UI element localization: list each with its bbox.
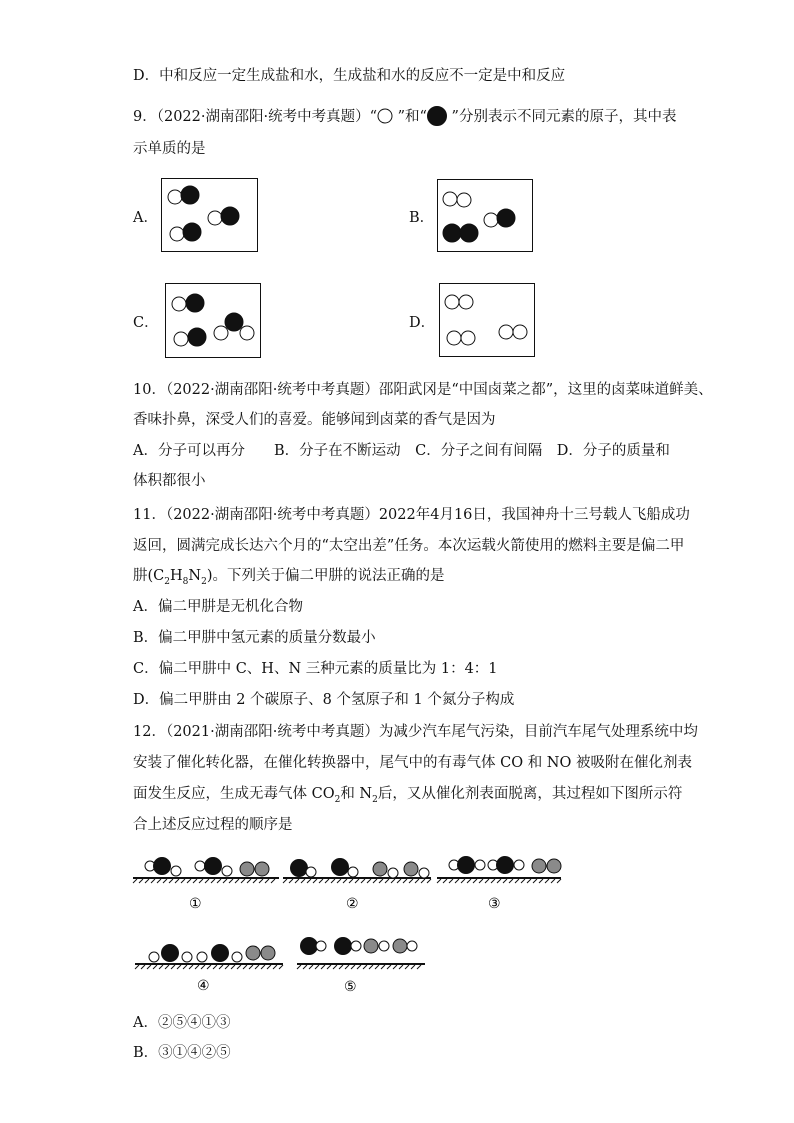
ground-hatch-mark [301,879,305,883]
ground-hatch-mark [181,879,185,883]
ground-hatch-mark [369,965,373,969]
ground-hatch-mark [449,879,453,883]
ground-hatch-mark [195,965,199,969]
q11-stem-text: )。下列关于偏二甲肼的说法正确的是 [206,568,445,584]
q9-option-c-label[interactable]: C． [133,315,159,331]
q12-figure-3-label: ③ [488,896,501,912]
ground-hatch-mark [177,965,181,969]
black-atom-icon [427,106,447,126]
q9-stem-text-a: 9．（2022·湖南邵阳·统考中考真题）“ [133,109,378,125]
ground-hatch-mark [387,965,391,969]
q11-formula-part: H [170,568,183,584]
ground-hatch-mark [381,965,385,969]
q12-stem-line2: 安装了催化转化器，在催化转换器中，尾气中的有毒气体 CO 和 NO 被吸附在催化剂表 [133,755,692,771]
ground-hatch-mark [443,879,447,883]
ground-hatch-mark [163,879,167,883]
ground-hatch-mark [189,965,193,969]
ground-hatch-mark [247,879,251,883]
ground-hatch-mark [229,879,233,883]
q12-stem-line1: 12．（2021·湖南邵阳·统考中考真题）为减少汽车尾气污染，目前汽车尾气处理系统中均 [133,724,698,740]
ground-hatch-mark [223,879,227,883]
q12-figure-2-label: ② [346,896,359,912]
ground-hatch-mark [399,965,403,969]
ground-hatch-mark [545,879,549,883]
q12-option-a[interactable]: A．②⑤④①③ [133,1015,231,1031]
ground-hatch-mark [521,879,525,883]
ground-hatch-mark [405,965,409,969]
ground-hatch-mark [473,879,477,883]
ground-hatch-mark [393,965,397,969]
q10-stem-line2: 香味扑鼻，深受人们的喜爱。能够闻到卤菜的香气是因为 [133,412,496,428]
ground-hatch-mark [217,879,221,883]
ground-hatch-mark [183,965,187,969]
q9-stem-line1 [133,101,676,127]
q12-stem-text: 和 N [340,786,373,802]
ground-hatch-mark [557,879,561,883]
ground-hatch-mark [319,879,323,883]
ground-hatch-mark [225,965,229,969]
ground-hatch-mark [527,879,531,883]
ground-hatch-mark [357,965,361,969]
q12-option-b[interactable]: B．③①④②⑤ [133,1045,231,1061]
ground-hatch-mark [201,965,205,969]
ground-hatch-mark [157,879,161,883]
q9-option-c-figure [165,283,261,358]
ground-hatch-mark [363,965,367,969]
q12-figure-4 [135,940,285,996]
ground-hatch-mark [331,879,335,883]
ground-hatch-mark [235,879,239,883]
q9-option-a-figure [161,178,258,252]
ground-hatch-mark [135,965,139,969]
ground-hatch-mark [509,879,513,883]
ground-hatch-mark [417,965,421,969]
ground-hatch-mark [133,879,137,883]
q12-stem-text: 面发生反应，生成无毒气体 CO [133,786,335,802]
ground-hatch-mark [237,965,241,969]
q12-stem-line4: 合上述反应过程的顺序是 [133,817,293,833]
ground-hatch-mark [479,879,483,883]
q9-stem-text-b: ”和“ [393,109,427,125]
q12-figure-1-label: ① [189,896,202,912]
q9-stem-line2: 示单质的是 [133,141,206,157]
ground-hatch-mark [367,879,371,883]
ground-hatch-mark [485,879,489,883]
ground-hatch-mark [515,879,519,883]
q12-stem-text: 后，又从催化剂表面脱离，其过程如下图所示符 [377,786,683,802]
ground-hatch-mark [315,965,319,969]
ground-hatch-mark [165,965,169,969]
ground-hatch-mark [391,879,395,883]
ground-hatch-mark [175,879,179,883]
q12-figure-5 [297,933,427,993]
ground-hatch-mark [273,965,277,969]
ground-hatch-mark [295,879,299,883]
ground-hatch-mark [211,879,215,883]
ground-hatch-mark [159,965,163,969]
q9-option-a-label[interactable]: A． [133,210,158,226]
ground-hatch-mark [343,879,347,883]
ground-hatch-mark [355,879,359,883]
ground-hatch-mark [207,965,211,969]
ground-hatch-mark [427,879,431,883]
ground-hatch-mark [271,879,275,883]
ground-hatch-mark [321,965,325,969]
ground-hatch-mark [397,879,401,883]
ground-hatch-mark [249,965,253,969]
ground-hatch-mark [219,965,223,969]
ground-hatch-mark [193,879,197,883]
ground-hatch-mark [153,965,157,969]
ground-hatch-mark [345,965,349,969]
ground-hatch-mark [243,965,247,969]
ground-hatch-mark [151,879,155,883]
ground-hatch-mark [455,879,459,883]
q9-stem-text-c: ”分别表示不同元素的原子，其中表 [446,109,677,125]
ground-hatch-mark [279,965,283,969]
ground-hatch-mark [551,879,555,883]
ground-hatch-mark [199,879,203,883]
ground-hatch-mark [539,879,543,883]
ground-hatch-mark [403,879,407,883]
q12-figure-1 [133,852,281,912]
ground-hatch-mark [213,965,217,969]
q11-option-b[interactable]: B．偏二甲肼中氢元素的质量分数最小 [133,630,376,646]
q12-figure-3 [437,852,563,912]
q11-formula-part: N [188,568,202,584]
ground-hatch-mark [171,965,175,969]
ground-hatch-mark [379,879,383,883]
ground-hatch-mark [297,965,301,969]
ground-hatch-mark [259,879,263,883]
q10-stem-line1: 10．（2022·湖南邵阳·统考中考真题）邵阳武冈是“中国卤菜之都”，这里的卤菜味道鲜美、 [133,382,713,398]
ground-hatch-mark [241,879,245,883]
ground-hatch-mark [349,879,353,883]
q12-figure-2 [283,852,433,912]
ground-hatch-mark [289,879,293,883]
ground-hatch-mark [313,879,317,883]
q11-formula-sub: 2 [201,576,207,587]
q11-option-a[interactable]: A．偏二甲肼是无机化合物 [133,599,303,615]
q11-option-d[interactable]: D．偏二甲肼由 2 个碳原子、8 个氢原子和 1 个氮分子构成 [133,692,515,708]
ground-hatch-mark [503,879,507,883]
q11-formula-sub: 2 [164,576,170,587]
ground-hatch-mark [491,879,495,883]
ground-hatch-mark [253,879,257,883]
ground-hatch-mark [261,965,265,969]
q9-option-b-figure [437,179,533,252]
ground-hatch-mark [467,879,471,883]
q9-option-d-label[interactable]: D． [409,315,436,331]
ground-hatch-mark [411,965,415,969]
q11-option-c[interactable]: C．偏二甲肼中 C、H、N 三种元素的质量比为 1：4：1 [133,661,498,677]
q11-stem-line3 [133,566,444,586]
ground-hatch-mark [373,879,377,883]
ground-hatch-mark [147,965,151,969]
white-atom-icon [377,108,393,124]
ground-hatch-mark [169,879,173,883]
q12-figure-5-label: ⑤ [344,979,357,995]
q12-formula-sub: 2 [334,794,341,805]
q10-options-line2: 体积都很小 [133,473,206,489]
ground-hatch-mark [337,879,341,883]
ground-hatch-mark [265,879,269,883]
ground-hatch-mark [303,965,307,969]
ground-hatch-mark [141,965,145,969]
ground-hatch-mark [283,879,287,883]
ground-hatch-mark [461,879,465,883]
ground-hatch-mark [437,879,441,883]
ground-hatch-mark [421,879,425,883]
ground-hatch-mark [333,965,337,969]
ground-hatch-mark [231,965,235,969]
ground-hatch-mark [339,965,343,969]
q11-stem-line1: 11．（2022·湖南邵阳·统考中考真题）2022年4月16日，我国神舟十三号载人飞船成功 [133,507,690,523]
q9-option-b-label[interactable]: B． [409,210,435,226]
q11-formula-sub: 8 [182,576,189,587]
ground-hatch-mark [327,965,331,969]
ground-hatch-mark [533,879,537,883]
ground-hatch-mark [267,965,271,969]
ground-hatch-mark [325,879,329,883]
q12-stem-line3 [133,784,682,804]
ground-hatch-mark [255,965,259,969]
ground-hatch-mark [309,965,313,969]
q9-option-d-figure [439,283,535,357]
ground-hatch-mark [187,879,191,883]
ground-hatch-mark [409,879,413,883]
q11-stem-line2: 返回，圆满完成长达六个月的“太空出差”任务。本次运载火箭使用的燃料主要是偏二甲 [133,538,685,554]
ground-hatch-mark [205,879,209,883]
q12-formula-sub: 2 [372,794,378,805]
ground-hatch-mark [139,879,143,883]
ground-hatch-mark [375,965,379,969]
ground-hatch-mark [385,879,389,883]
ground-hatch-mark [145,879,149,883]
q12-figure-4-label: ④ [197,978,210,994]
ground-hatch-mark [415,879,419,883]
q11-formula-part: 肼(C [133,568,165,584]
q8-option-d[interactable]: D．中和反应一定生成盐和水，生成盐和水的反应不一定是中和反应 [133,68,566,84]
ground-hatch-mark [361,879,365,883]
ground-hatch-mark [351,965,355,969]
ground-hatch-mark [497,879,501,883]
ground-hatch-mark [307,879,311,883]
q10-options-line[interactable]: A．分子可以再分 B．分子在不断运动 C．分子之间有间隔 D．分子的质量和 [133,443,670,459]
